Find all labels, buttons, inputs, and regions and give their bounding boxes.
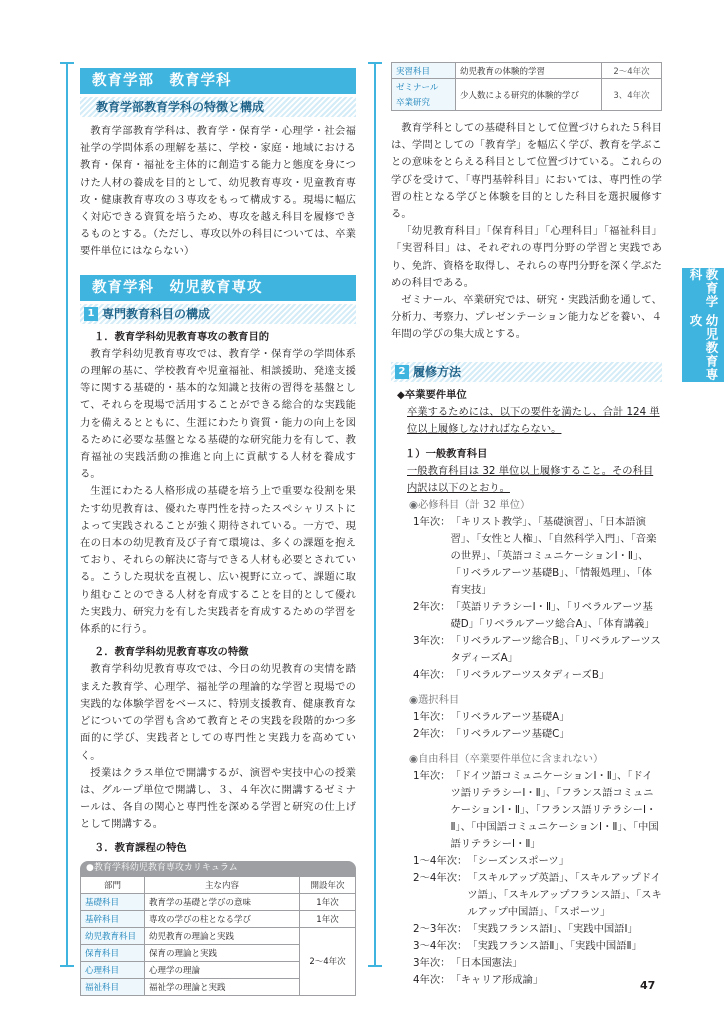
subject-list: 「英語リテラシーⅠ・Ⅱ」、「リベラルアーツ基礎D」「リベラルアーツ総合A」、「体育講義」 (450, 600, 655, 630)
numbered-banner-title: 履修方法 (413, 365, 462, 380)
year-label: 2～3年次： (413, 922, 468, 935)
year-label: 2年次： (413, 600, 451, 613)
table-header: 主な内容 (145, 876, 300, 893)
year-label: 1年次： (413, 769, 451, 782)
side-tab-line-1: 教育学科 (688, 268, 719, 309)
table-header-row (81, 876, 356, 893)
curriculum-table (80, 876, 356, 996)
table-cell-year-merged: 2～4年次 (300, 927, 356, 995)
table-cell-category: ゼミナール (392, 79, 456, 95)
free-subjects-heading: ◉自由科目（卒業要件単位に含まれない） (409, 752, 604, 765)
subject-list: 「スキルアップ英語」、「スキルアップドイツ語」、「スキルアップフランス語」、「スキルアップ中国語」、「スポーツ」 (467, 871, 662, 918)
list-item (391, 514, 662, 599)
curriculum-paragraph-3: ゼミナール、卒業研究では、研究・実践活動を通して、分析力、考察力、プレゼンテーション能力などを養い、４年間の学びの集大成とする。 (391, 294, 662, 341)
list-item (391, 955, 662, 972)
table-cell-content: 福祉学の理論と実践 (145, 978, 300, 995)
curriculum-table-continued (391, 62, 662, 111)
table-row (81, 927, 356, 944)
heading-features: ２．教育学科幼児教育専攻の特徴 (94, 646, 249, 659)
table-row (392, 63, 662, 79)
right-column (391, 62, 662, 989)
required-subjects-heading: ◉必修科目（計 32 単位） (409, 498, 531, 511)
left-rule-cap-top (60, 62, 74, 64)
year-label: 4年次： (413, 973, 451, 986)
year-label: 1年次： (413, 515, 451, 528)
year-label: 1年次： (413, 710, 451, 723)
table-cell-year: 2～4年次 (602, 63, 662, 79)
divider-cap-top (368, 62, 382, 64)
table-cell-content: 専攻の学びの柱となる学び (145, 910, 300, 927)
subject-list: 「実践フランス語Ⅱ」、「実践中国語Ⅱ」 (467, 939, 642, 952)
subject-list: 「キャリア形成論」 (450, 973, 544, 986)
divider-cap-bottom (368, 965, 382, 967)
section-banner-department: 教育学部 教育学科 (80, 68, 356, 94)
table-cell-category: 心理科目 (81, 961, 145, 978)
table-cell-category: 福祉科目 (81, 978, 145, 995)
table-cell-content: 幼児教育の理論と実践 (145, 927, 300, 944)
subject-list: 「日本国憲法」 (450, 956, 523, 969)
subject-list: 「リベラルアーツ基礎A」 (450, 710, 570, 723)
list-item (391, 726, 662, 743)
purpose-paragraph-1: 教育学科幼児教育専攻では、教育学・保育学の学問体系の理解の基に、学校教育や児童福祉、相談援助、発達支援等に関する基礎的・基本的な知識と技術の習得を基盤として、それらを現場で活用することができる総合的な実践能力を備えるとともに、生涯にわたり資質・能力の向上を図るために必要な基盤となる基礎的な研究能力を有して、教育福祉の実践活動の推進と向上に貢献する人材を養成する。 (80, 347, 356, 481)
table-cell-content: 教育学の基礎と学びの意味 (145, 893, 300, 910)
table-cell-category: 実習科目 (392, 63, 456, 79)
year-label: 2年次： (413, 727, 451, 740)
features-paragraph-2: 授業はクラス単位で開講するが、演習や実技中心の授業は、グループ単位で開講し、３、４年次に開講するゼミナールは、各自の関心と専門性を深める学習と研究の仕上げとして開講する。 (80, 766, 356, 831)
list-item (391, 633, 662, 667)
subject-list: 「リベラルアーツスタディーズB」 (450, 668, 610, 681)
table-header: 開設年次 (300, 876, 356, 893)
table-header: 部門 (81, 876, 145, 893)
subject-list: 「リベラルアーツ総合B」、「リベラルアーツスタディーズA」 (450, 634, 661, 664)
year-label: 2～4年次： (413, 871, 468, 884)
subject-list: 「シーズンスポーツ」 (467, 854, 570, 867)
list-item (391, 972, 662, 989)
heading-curriculum: ３．教育課程の特色 (94, 841, 187, 854)
sub-banner-features: 教育学部教育学科の特徴と構成 (80, 97, 356, 117)
list-item (391, 921, 662, 938)
department-intro-paragraph: 教育学部教育学科は、教育学・保育学・心理学・社会福祉学の学問体系の理解を基に、学校・家庭・地域における教育・保育・福祉を主体的に創造する能力と態度を身につけた人材の養成を目的として、幼児教育専攻・児童教育専攻・健康教育専攻の３専攻をもって構成する。現場に幅広く対応できる資質を培うため、専攻を越え科目を履修できるものとする。（ただし、専攻以外の科目については、卒業要件単位にはならない） (80, 125, 356, 258)
purpose-paragraph-2: 生涯にわたる人格形成の基礎を培う上で重要な役割を果たす幼児教育は、優れた専門性を持ったスペシャリストによって実践されることが強く期待されている。一方で、現在の日本の幼児教育及び子育て環境は、多くの課題を抱えており、それらの解決に寄与できる人材も必要とされている。こうした現状を直視し、広い視野に立って、課題に取り組むことのできる人材を育成することを目的として優れた実践力、研究力を有した実践者を育成するための学習を体系的に行う。 (80, 485, 356, 636)
curriculum-paragraph-1: 教育学科としての基礎科目として位置づけられた５科目は、学問としての「教育学」を幅広く学び、教育を学ぶことの意味をとらえる科目として位置づけている。これらの学びを受けて、「専門基幹科目」においては、専門性の学習の柱となる学びと体験を目的とした科目を選択履修する。 (391, 122, 662, 221)
year-label: 1～4年次： (413, 854, 468, 867)
table-cell-category: 基幹科目 (81, 910, 145, 927)
table-cell-category: 基礎科目 (81, 893, 145, 910)
column-divider (374, 62, 376, 967)
table-cell-year: 3、4年次 (602, 79, 662, 111)
numbered-banner-registration (391, 362, 662, 382)
elective-subjects-heading: ◉選択科目 (409, 693, 460, 706)
subject-list: 「ドイツ語コミュニケーションⅠ・Ⅱ」、「ドイツ語リテラシーⅠ・Ⅱ」、「フランス語コミュニケーションⅠ・Ⅱ」、「フランス語リテラシーⅠ・Ⅱ」、「中国語コミュニケーションⅠ・Ⅱ」、「中国語リテラシーⅠ・Ⅱ」 (450, 769, 659, 850)
subject-list: 「キリスト教学」、「基礎演習」、「日本語演習」、「女性と人権」、「自然科学入門」、「音楽の世界」、「英語コミュニケーションⅠ・Ⅱ」、「リベラルアーツ基礎B」、「情報処理」、「体育実技」 (450, 515, 657, 596)
numbered-banner-title: 専門教育科目の構成 (102, 307, 211, 322)
side-tab-line-2: 幼児教育専攻 (688, 313, 719, 382)
list-item (391, 599, 662, 633)
general-education-text: 一般教育科目は 32 単位以上履修すること。その科目内訳は以下のとおり。 (407, 464, 654, 494)
year-label: 3～4年次： (413, 939, 468, 952)
table-cell-content: 心理学の理論 (145, 961, 300, 978)
list-item (391, 667, 662, 684)
page-number: 47 (640, 979, 656, 992)
left-column-rule (66, 62, 68, 967)
section-number-badge: 1 (84, 307, 98, 321)
table-cell-content: 幼児教育の体験的学習 (456, 63, 602, 79)
features-paragraph-1: 教育学科幼児教育専攻では、今日の幼児教育の実情を踏まえた教育学、心理学、福祉学の理論的な学習と現場での実践的な体験学習をベースに、特別支援教育、健康教育などについての学習も含めて教育とその実践を段階的かつ多面的に学び、実践者としての専門性と実践力を高めていく。 (80, 663, 356, 762)
table-cell-content: 少人数による研究的体験的学び (456, 79, 602, 111)
subject-list: 「実践フランス語Ⅰ」、「実践中国語Ⅰ」 (467, 922, 638, 935)
table-cell-category: 卒業研究 (392, 95, 456, 111)
left-column (80, 62, 356, 996)
list-item (391, 768, 662, 853)
list-item (391, 709, 662, 726)
list-item (391, 870, 662, 921)
list-item (391, 853, 662, 870)
heading-purpose: １．教育学科幼児教育専攻の教育目的 (94, 330, 270, 343)
table-row (81, 893, 356, 910)
heading-general-education: １）一般教育科目 (405, 447, 488, 460)
list-item (391, 938, 662, 955)
graduation-requirement-text: 卒業するためには、以下の要件を満たし、合計 124 単位以上履修しなければならない。 (407, 405, 660, 435)
table-row (392, 79, 662, 95)
graduation-requirement-title: ◆卒業要件単位 (397, 388, 467, 401)
section-banner-major: 教育学科 幼児教育専攻 (80, 275, 356, 301)
table-row (81, 910, 356, 927)
curriculum-paragraph-2: 「幼児教育科目」「保育科目」「心理科目」「福祉科目」「実習科目」は、それぞれの専門分野の学習と実践であり、免許、資格を取得し、それらの専門分野を深く学ぶための科目である。 (391, 225, 662, 289)
table-cell-category: 保育科目 (81, 944, 145, 961)
left-rule-cap-bottom (60, 965, 74, 967)
side-tab-label (682, 268, 724, 382)
year-label: 3年次： (413, 956, 451, 969)
numbered-banner-structure (80, 304, 356, 324)
table-cell-year: 1年次 (300, 893, 356, 910)
curriculum-table-tag: ●教育学科幼児教育専攻カリキュラム (80, 861, 356, 876)
year-label: 3年次： (413, 634, 451, 647)
section-number-badge: 2 (395, 365, 409, 379)
subject-list: 「リベラルアーツ基礎C」 (450, 727, 570, 740)
table-cell-year: 1年次 (300, 910, 356, 927)
table-cell-category: 幼児教育科目 (81, 927, 145, 944)
year-label: 4年次： (413, 668, 451, 681)
table-cell-content: 保育の理論と実践 (145, 944, 300, 961)
